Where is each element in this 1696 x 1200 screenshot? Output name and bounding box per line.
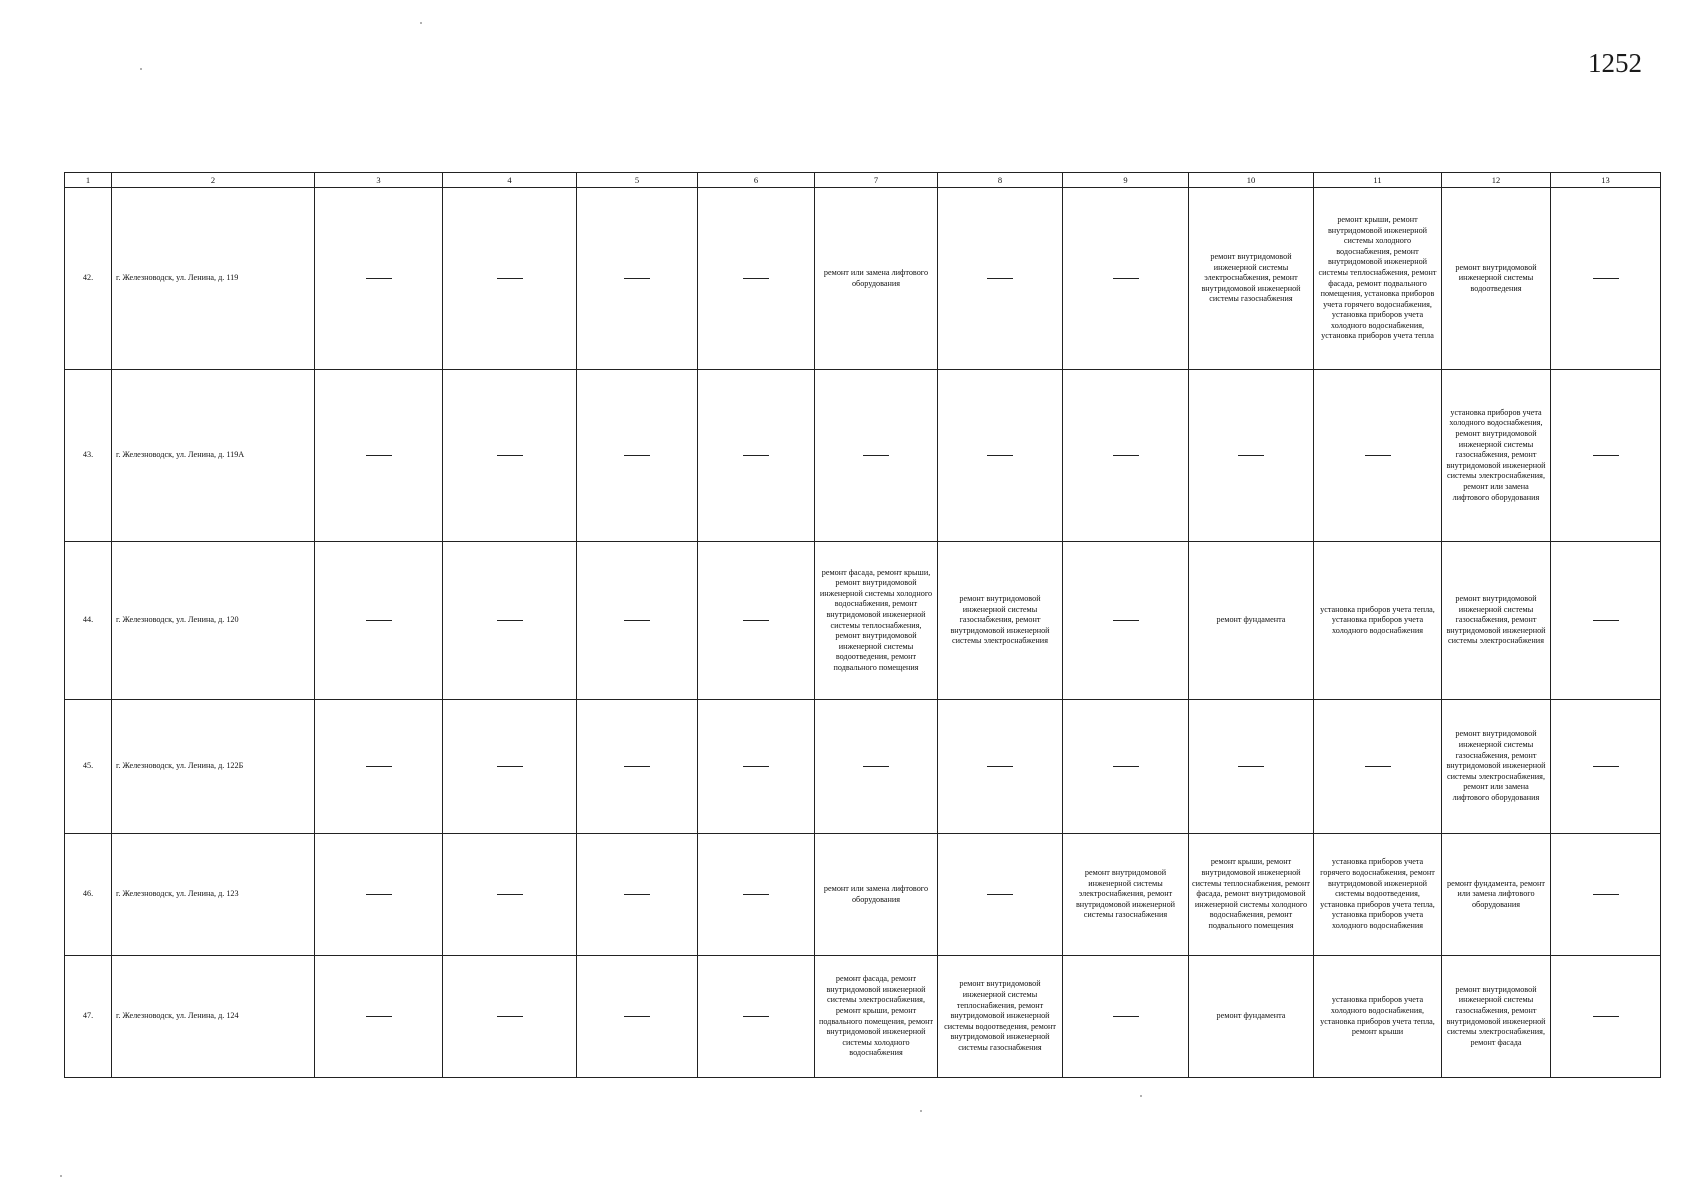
empty-dash-cell	[443, 956, 577, 1078]
dash-mark	[1593, 1016, 1619, 1018]
column-header: 7	[815, 173, 938, 188]
dash-mark	[1365, 766, 1391, 768]
dash-mark	[987, 894, 1013, 896]
dash-mark	[497, 620, 523, 622]
address-cell: г. Железноводск, ул. Ленина, д. 123	[112, 834, 315, 956]
address-cell: г. Железноводск, ул. Ленина, д. 120	[112, 542, 315, 700]
column-header: 1	[65, 173, 112, 188]
scan-speck	[1140, 1095, 1142, 1097]
empty-dash-cell	[698, 700, 815, 834]
empty-dash-cell	[577, 188, 698, 370]
empty-dash-cell	[815, 700, 938, 834]
dash-mark	[624, 894, 650, 896]
dash-mark	[624, 1016, 650, 1018]
empty-dash-cell	[315, 188, 443, 370]
dash-mark	[1238, 766, 1264, 768]
dash-mark	[366, 620, 392, 622]
dash-mark	[366, 1016, 392, 1018]
empty-dash-cell	[315, 542, 443, 700]
empty-dash-cell	[1189, 370, 1314, 542]
dash-mark	[497, 766, 523, 768]
empty-dash-cell	[1551, 834, 1661, 956]
work-description-cell: установка приборов учета горячего водоснабжения, ремонт внутридомовой инженерной системы водоотведения, установка приборов учета тепла, установка приборов учета холодного водоснабжения	[1314, 834, 1442, 956]
work-description-cell: ремонт крыши, ремонт внутридомовой инженерной системы холодного водоснабжения, ремонт внутридомовой инженерной системы теплоснабжения, ремонт фасада, ремонт подвального помещения, установка приборов учета горячего водоснабжения, установка приборов учета холодного водоснабжения, установка приборов учета тепла	[1314, 188, 1442, 370]
dash-mark	[863, 455, 889, 457]
empty-dash-cell	[698, 188, 815, 370]
empty-dash-cell	[443, 834, 577, 956]
dash-mark	[1593, 894, 1619, 896]
column-header: 6	[698, 173, 815, 188]
dash-mark	[987, 278, 1013, 280]
work-description-cell: ремонт крыши, ремонт внутридомовой инженерной системы теплоснабжения, ремонт фасада, ремонт внутридомовой инженерной системы холодного водоснабжения, ремонт подвального помещения	[1189, 834, 1314, 956]
empty-dash-cell	[1063, 956, 1189, 1078]
empty-dash-cell	[698, 370, 815, 542]
dash-mark	[366, 278, 392, 280]
row-number: 47.	[65, 956, 112, 1078]
empty-dash-cell	[1189, 700, 1314, 834]
empty-dash-cell	[1551, 956, 1661, 1078]
empty-dash-cell	[577, 956, 698, 1078]
dash-mark	[624, 766, 650, 768]
work-description-cell: ремонт внутридомовой инженерной системы водоотведения	[1442, 188, 1551, 370]
work-description-cell: установка приборов учета холодного водоснабжения, установка приборов учета тепла, ремонт крыши	[1314, 956, 1442, 1078]
dash-mark	[366, 894, 392, 896]
scan-speck	[420, 22, 422, 24]
dash-mark	[743, 766, 769, 768]
row-number: 45.	[65, 700, 112, 834]
empty-dash-cell	[1314, 700, 1442, 834]
dash-mark	[1113, 766, 1139, 768]
dash-mark	[497, 278, 523, 280]
work-description-cell: ремонт внутридомовой инженерной системы теплоснабжения, ремонт внутридомовой инженерной системы водоотведения, ремонт внутридомовой инженерной системы газоснабжения	[938, 956, 1063, 1078]
dash-mark	[743, 620, 769, 622]
dash-mark	[1238, 455, 1264, 457]
empty-dash-cell	[443, 370, 577, 542]
dash-mark	[743, 455, 769, 457]
empty-dash-cell	[1551, 542, 1661, 700]
column-header: 11	[1314, 173, 1442, 188]
dash-mark	[497, 1016, 523, 1018]
work-description-cell: установка приборов учета холодного водоснабжения, ремонт внутридомовой инженерной системы газоснабжения, ремонт внутридомовой инженерной системы электроснабжения, ремонт или замена лифтового оборудования	[1442, 370, 1551, 542]
dash-mark	[1593, 766, 1619, 768]
empty-dash-cell	[1551, 188, 1661, 370]
table-row	[65, 834, 1661, 956]
empty-dash-cell	[1063, 188, 1189, 370]
work-description-cell: ремонт фасада, ремонт внутридомовой инженерной системы электроснабжения, ремонт крыши, ремонт подвального помещения, ремонт внутридомовой инженерной системы холодного водоснабжения	[815, 956, 938, 1078]
dash-mark	[497, 455, 523, 457]
table-row	[65, 188, 1661, 370]
dash-mark	[1113, 278, 1139, 280]
dash-mark	[863, 766, 889, 768]
empty-dash-cell	[577, 542, 698, 700]
empty-dash-cell	[443, 188, 577, 370]
empty-dash-cell	[938, 370, 1063, 542]
row-number: 43.	[65, 370, 112, 542]
table-body	[65, 188, 1661, 1078]
address-cell: г. Железноводск, ул. Ленина, д. 119А	[112, 370, 315, 542]
empty-dash-cell	[938, 188, 1063, 370]
empty-dash-cell	[1551, 370, 1661, 542]
dash-mark	[624, 620, 650, 622]
empty-dash-cell	[938, 700, 1063, 834]
empty-dash-cell	[938, 834, 1063, 956]
scan-speck	[60, 1175, 62, 1177]
dash-mark	[366, 455, 392, 457]
work-description-cell: ремонт внутридомовой инженерной системы газоснабжения, ремонт внутридомовой инженерной системы электроснабжения, ремонт фасада	[1442, 956, 1551, 1078]
dash-mark	[1593, 620, 1619, 622]
column-header: 4	[443, 173, 577, 188]
table-row	[65, 370, 1661, 542]
empty-dash-cell	[1551, 700, 1661, 834]
empty-dash-cell	[577, 370, 698, 542]
scan-speck	[140, 68, 142, 70]
dash-mark	[743, 1016, 769, 1018]
dash-mark	[497, 894, 523, 896]
column-header: 5	[577, 173, 698, 188]
work-description-cell: ремонт внутридомовой инженерной системы газоснабжения, ремонт внутридомовой инженерной системы электроснабжения	[1442, 542, 1551, 700]
work-description-cell: ремонт внутридомовой инженерной системы газоснабжения, ремонт внутридомовой инженерной системы электроснабжения	[938, 542, 1063, 700]
scan-speck	[920, 1110, 922, 1112]
empty-dash-cell	[698, 834, 815, 956]
work-description-cell: ремонт внутридомовой инженерной системы газоснабжения, ремонт внутридомовой инженерной системы электроснабжения, ремонт или замена лифтового оборудования	[1442, 700, 1551, 834]
empty-dash-cell	[315, 370, 443, 542]
dash-mark	[1113, 455, 1139, 457]
dash-mark	[743, 894, 769, 896]
dash-mark	[987, 766, 1013, 768]
dash-mark	[743, 278, 769, 280]
empty-dash-cell	[1063, 370, 1189, 542]
work-description-cell: ремонт внутридомовой инженерной системы электроснабжения, ремонт внутридомовой инженерной системы газоснабжения	[1063, 834, 1189, 956]
empty-dash-cell	[577, 834, 698, 956]
table-row	[65, 956, 1661, 1078]
empty-dash-cell	[315, 956, 443, 1078]
empty-dash-cell	[815, 370, 938, 542]
row-number: 46.	[65, 834, 112, 956]
empty-dash-cell	[577, 700, 698, 834]
empty-dash-cell	[1063, 700, 1189, 834]
empty-dash-cell	[315, 700, 443, 834]
dash-mark	[366, 766, 392, 768]
work-description-cell: ремонт фасада, ремонт крыши, ремонт внутридомовой инженерной системы холодного водоснабжения, ремонт внутридомовой инженерной системы теплоснабжения, ремонт внутридомовой инженерной системы водоотведения, ремонт подвального помещения	[815, 542, 938, 700]
dash-mark	[624, 278, 650, 280]
table-row	[65, 542, 1661, 700]
empty-dash-cell	[315, 834, 443, 956]
column-header: 8	[938, 173, 1063, 188]
work-description-cell: ремонт или замена лифтового оборудования	[815, 188, 938, 370]
empty-dash-cell	[698, 956, 815, 1078]
row-number: 44.	[65, 542, 112, 700]
page-number: 1252	[1588, 48, 1642, 78]
work-description-cell: ремонт внутридомовой инженерной системы электроснабжения, ремонт внутридомовой инженерной системы газоснабжения	[1189, 188, 1314, 370]
address-cell: г. Железноводск, ул. Ленина, д. 119	[112, 188, 315, 370]
work-description-cell: ремонт фундамента, ремонт или замена лифтового оборудования	[1442, 834, 1551, 956]
empty-dash-cell	[1314, 370, 1442, 542]
dash-mark	[624, 455, 650, 457]
repair-schedule-table	[64, 172, 1661, 1078]
empty-dash-cell	[443, 542, 577, 700]
table-row	[65, 700, 1661, 834]
empty-dash-cell	[1063, 542, 1189, 700]
work-description-cell: ремонт или замена лифтового оборудования	[815, 834, 938, 956]
column-header: 10	[1189, 173, 1314, 188]
column-header: 3	[315, 173, 443, 188]
dash-mark	[1113, 620, 1139, 622]
address-cell: г. Железноводск, ул. Ленина, д. 124	[112, 956, 315, 1078]
empty-dash-cell	[443, 700, 577, 834]
empty-dash-cell	[698, 542, 815, 700]
work-description-cell: ремонт фундамента	[1189, 542, 1314, 700]
work-description-cell: ремонт фундамента	[1189, 956, 1314, 1078]
header-row	[65, 173, 1661, 188]
dash-mark	[1593, 278, 1619, 280]
row-number: 42.	[65, 188, 112, 370]
dash-mark	[1365, 455, 1391, 457]
dash-mark	[1113, 1016, 1139, 1018]
dash-mark	[1593, 455, 1619, 457]
column-header: 12	[1442, 173, 1551, 188]
column-header: 9	[1063, 173, 1189, 188]
column-header: 13	[1551, 173, 1661, 188]
dash-mark	[987, 455, 1013, 457]
column-header: 2	[112, 173, 315, 188]
address-cell: г. Железноводск, ул. Ленина, д. 122Б	[112, 700, 315, 834]
work-description-cell: установка приборов учета тепла, установка приборов учета холодного водоснабжения	[1314, 542, 1442, 700]
